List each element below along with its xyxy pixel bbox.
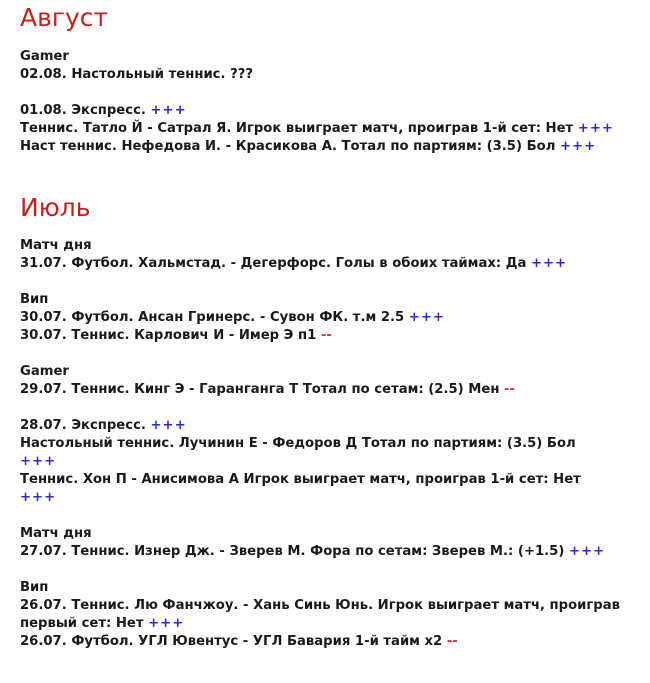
tip-line — [20, 309, 650, 327]
tip-group — [20, 525, 650, 561]
tip-text: 26.07. Футбол. УГЛ Ювентус - УГЛ Бавария 1-й тайм х2 — [20, 634, 447, 649]
tip-line-result — [20, 453, 650, 471]
tip-text: 01.08. Экспресс. — [20, 103, 151, 118]
month-section-august — [20, 0, 650, 156]
month-heading: Август — [20, 3, 109, 32]
tip-line — [20, 381, 650, 399]
tip-text: 29.07. Теннис. Кинг Э - Гаранганга Т Тотал по сетам: (2.5) Мен — [20, 382, 505, 397]
tip-text: 31.07. Футбол. Хальмстад. - Дегерфорс. Голы в обоих таймах: Да — [20, 256, 531, 271]
tip-text: Теннис. Хон П - Анисимова А Игрок выиграет матч, проиграв 1-й сет: Нет — [20, 472, 581, 487]
tip-group — [20, 417, 650, 507]
tip-group — [20, 291, 650, 345]
tip-line — [20, 255, 650, 273]
tip-group — [20, 102, 650, 156]
tip-group — [20, 48, 650, 84]
group-label: Вип — [20, 292, 49, 307]
tip-line — [20, 66, 650, 84]
tip-text: 30.07. Теннис. Карлович И - Имер Э п1 — [20, 328, 321, 343]
tip-text: 28.07. Экспресс. — [20, 418, 151, 433]
tip-text: Настольный теннис. Лучинин Е - Федоров Д Тотал по партиям: (3.5) Бол — [20, 436, 576, 451]
group-label: Gamer — [20, 364, 69, 379]
tip-group — [20, 237, 650, 273]
group-label: Матч дня — [20, 238, 92, 253]
tip-text: 27.07. Теннис. Изнер Дж. - Зверев М. Фора по сетам: Зверев М.: (+1.5) — [20, 544, 569, 559]
tip-text: Теннис. Татло Й - Сатрал Я. Игрок выиграет матч, проиграв 1-й сет: Нет — [20, 121, 578, 136]
result-loss-badge: -- — [504, 382, 515, 397]
tip-line — [20, 633, 650, 651]
tip-line-result — [20, 489, 650, 507]
group-label: Матч дня — [20, 526, 92, 541]
result-win-badge: +++ — [150, 418, 187, 433]
result-win-badge: +++ — [20, 454, 57, 469]
group-label: Вип — [20, 580, 49, 595]
tip-text: 30.07. Футбол. Ансан Гринерс. - Сувон ФК. т.м 2.5 — [20, 310, 409, 325]
result-win-badge: +++ — [408, 310, 445, 325]
tip-line — [20, 102, 650, 120]
month-heading: Июль — [20, 193, 91, 222]
result-win-badge: +++ — [150, 103, 187, 118]
tip-text: Наст теннис. Нефедова И. - Красикова А. Тотал по партиям: (3.5) Бол — [20, 139, 560, 154]
tip-line — [20, 597, 620, 633]
result-win-badge: +++ — [530, 256, 568, 271]
tip-text: 02.08. Настольный теннис. ??? — [20, 67, 254, 82]
tip-line — [20, 327, 650, 345]
result-win-badge: +++ — [577, 121, 614, 136]
result-win-badge: +++ — [559, 139, 597, 154]
result-loss-badge: -- — [446, 634, 458, 649]
tip-line — [20, 138, 650, 156]
result-win-badge: +++ — [20, 490, 57, 505]
result-win-badge: +++ — [148, 616, 185, 631]
tip-line — [20, 471, 650, 489]
group-label: Gamer — [20, 49, 69, 64]
month-section-july — [20, 193, 650, 651]
tip-line — [20, 120, 650, 138]
tip-text: 26.07. Теннис. Лю Фанчжоу. - Хань Синь Юнь. Игрок выиграет матч, проиграв первый сет: Нет — [20, 598, 620, 631]
tip-group — [20, 363, 650, 399]
tip-group — [20, 579, 650, 651]
result-win-badge: +++ — [568, 544, 606, 559]
result-loss-badge: -- — [320, 328, 332, 343]
tip-line — [20, 435, 650, 453]
tip-line — [20, 417, 650, 435]
tip-line — [20, 543, 650, 561]
